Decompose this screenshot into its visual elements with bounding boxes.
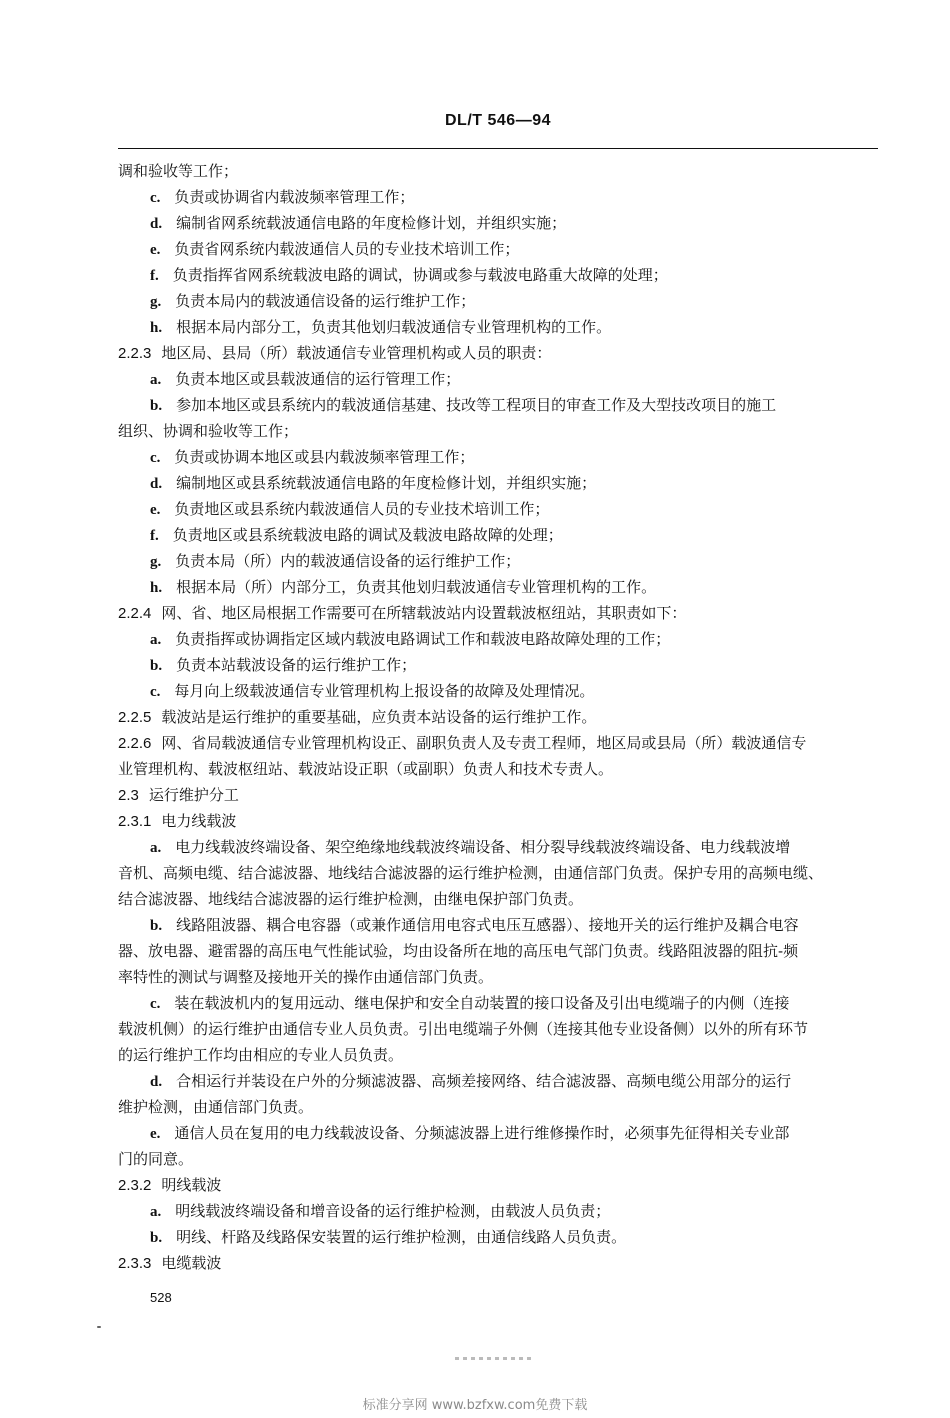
list-item <box>150 1068 880 1094</box>
text-line <box>118 964 880 990</box>
list-item <box>150 1120 880 1146</box>
list-item <box>150 184 880 210</box>
text-line <box>118 1146 880 1172</box>
section-heading <box>118 704 880 730</box>
item-label: h. <box>150 580 163 596</box>
item-label: f. <box>150 268 159 284</box>
item-label: d. <box>150 216 163 232</box>
item-text: 负责本地区或县载波通信的运行管理工作； <box>175 370 461 388</box>
item-label: b. <box>150 658 163 674</box>
item-text: 每月向上级载波通信专业管理机构上报设备的故障及处理情况。 <box>174 682 595 700</box>
section-heading <box>118 730 880 756</box>
section-heading <box>118 600 880 626</box>
list-item <box>150 314 880 340</box>
list-item <box>150 262 880 288</box>
list-item <box>150 1198 880 1224</box>
header-rule <box>118 148 878 149</box>
item-text: 负责或协调省内载波频率管理工作； <box>174 188 415 206</box>
item-label: a. <box>150 632 162 648</box>
item-label: d. <box>150 476 163 492</box>
list-item <box>150 496 880 522</box>
list-item <box>150 366 880 392</box>
section-number: 2.2.6 <box>118 735 152 752</box>
line-text: 维护检测，由通信部门负责。 <box>118 1098 314 1116</box>
item-label: d. <box>150 1074 163 1090</box>
line-text: 结合滤波器、地线结合滤波器的运行维护检测，由继电保护部门负责。 <box>118 890 584 908</box>
scan-speck <box>97 1326 101 1328</box>
item-label: c. <box>150 996 161 1012</box>
list-item <box>150 1224 880 1250</box>
item-label: b. <box>150 918 163 934</box>
line-text: 器、放电器、避雷器的高压电气性能试验，均由设备所在地的高压电气部门负责。线路阻波器的阻抗-频 <box>118 942 799 960</box>
item-text: 负责指挥省网系统载波电路的调试，协调或参与载波电路重大故障的处理； <box>172 266 668 284</box>
line-text: 调和验收等工作； <box>118 162 239 180</box>
item-text: 负责省网系统内载波通信人员的专业技术培训工作； <box>174 240 520 258</box>
list-item <box>150 392 880 418</box>
list-item <box>150 990 880 1016</box>
section-text: 运行维护分工 <box>148 786 239 804</box>
section-number: 2.3 <box>118 787 139 804</box>
list-item <box>150 236 880 262</box>
text-line <box>118 1094 880 1120</box>
item-label: c. <box>150 684 161 700</box>
section-heading <box>118 808 880 834</box>
item-text: 编制省网系统载波通信电路的年度检修计划，并组织实施； <box>176 214 567 232</box>
item-label: f. <box>150 528 159 544</box>
item-label: c. <box>150 190 161 206</box>
list-item <box>150 834 880 860</box>
list-item <box>150 912 880 938</box>
page-number: 528 <box>150 1290 172 1305</box>
text-line <box>118 418 880 444</box>
standard-code-header: DL/T 546—94 <box>445 112 551 129</box>
section-heading <box>118 340 880 366</box>
item-text: 负责本站载波设备的运行维护工作； <box>176 656 417 674</box>
text-line <box>118 1042 880 1068</box>
section-heading <box>118 1250 880 1276</box>
item-text: 负责本局（所）内的载波通信设备的运行维护工作； <box>175 552 521 570</box>
section-number: 2.2.3 <box>118 345 152 362</box>
text-line <box>118 756 880 782</box>
list-item <box>150 548 880 574</box>
item-text: 明线、杆路及线路保安装置的运行维护检测，由通信线路人员负责。 <box>176 1228 627 1246</box>
section-text: 网、省、地区局根据工作需要可在所辖载波站内设置载波枢纽站，其职责如下： <box>161 604 687 622</box>
item-text: 电力线载波终端设备、架空绝缘地线载波终端设备、相分裂导线载波终端设备、电力线载波增 <box>175 838 791 856</box>
section-number: 2.2.4 <box>118 605 152 622</box>
list-item <box>150 470 880 496</box>
section-text: 电缆载波 <box>161 1254 222 1272</box>
item-text: 负责本局内的载波通信设备的运行维护工作； <box>175 292 476 310</box>
item-text: 负责指挥或协调指定区域内载波电路调试工作和载波电路故障处理的工作； <box>175 630 671 648</box>
list-item <box>150 626 880 652</box>
section-text: 电力线载波 <box>161 812 237 830</box>
item-label: b. <box>150 398 163 414</box>
section-text: 载波站是运行维护的重要基础，应负责本站设备的运行维护工作。 <box>161 708 597 726</box>
item-text: 明线载波终端设备和增音设备的运行维护检测，由载波人员负责； <box>175 1202 611 1220</box>
section-text: 明线载波 <box>161 1176 222 1194</box>
item-text: 负责或协调本地区或县内载波频率管理工作； <box>174 448 475 466</box>
item-label: g. <box>150 294 162 310</box>
item-text: 负责地区或县系统内载波通信人员的专业技术培训工作； <box>174 500 550 518</box>
section-text: 网、省局载波通信专业管理机构设正、副职负责人及专责工程师，地区局或县局（所）载波通信专 <box>161 734 807 752</box>
item-label: e. <box>150 502 161 518</box>
section-heading <box>118 1172 880 1198</box>
item-label: e. <box>150 1126 161 1142</box>
item-text: 装在载波机内的复用远动、继电保护和安全自动装置的接口设备及引出电缆端子的内侧（连接 <box>174 994 790 1012</box>
item-label: a. <box>150 840 162 856</box>
item-text: 线路阻波器、耦合电容器（或兼作通信用电容式电压互感器）、接地开关的运行维护及耦合电容 <box>176 916 799 934</box>
section-number: 2.3.2 <box>118 1177 152 1194</box>
line-text: 门的同意。 <box>118 1150 194 1168</box>
list-item <box>150 652 880 678</box>
item-label: b. <box>150 1230 163 1246</box>
item-label: a. <box>150 372 162 388</box>
text-line <box>118 158 880 184</box>
line-text: 率特性的测试与调整及接地开关的操作由通信部门负责。 <box>118 968 494 986</box>
text-line <box>118 860 880 886</box>
item-text: 编制地区或县系统载波通信电路的年度检修计划，并组织实施； <box>176 474 597 492</box>
line-text: 的运行维护工作均由相应的专业人员负责。 <box>118 1046 404 1064</box>
line-text: 组织、协调和验收等工作； <box>118 422 299 440</box>
line-text: 载波机侧）的运行维护由通信专业人员负责。引出电缆端子外侧（连接其他专业设备侧）以外的所有环节 <box>118 1020 809 1038</box>
item-text: 参加本地区或县系统内的载波通信基建、技改等工程项目的审查工作及大型技改项目的施工 <box>176 396 777 414</box>
list-item <box>150 678 880 704</box>
line-text: 音机、高频电缆、结合滤波器、地线结合滤波器的运行维护检测，由通信部门负责。保护专用的高频电缆、 <box>118 864 824 882</box>
item-label: c. <box>150 450 161 466</box>
line-text: 业管理机构、载波枢纽站、载波站设正职（或副职）负责人和技术专责人。 <box>118 760 614 778</box>
item-label: e. <box>150 242 161 258</box>
section-number: 2.2.5 <box>118 709 152 726</box>
text-line <box>118 886 880 912</box>
text-line <box>118 1016 880 1042</box>
item-text: 根据本局（所）内部分工，负责其他划归载波通信专业管理机构的工作。 <box>176 578 657 596</box>
section-heading <box>118 782 880 808</box>
section-number: 2.3.1 <box>118 813 152 830</box>
scan-smudge <box>455 1357 535 1360</box>
item-label: h. <box>150 320 163 336</box>
text-line <box>118 938 880 964</box>
item-text: 负责地区或县系统载波电路的调试及载波电路故障的处理； <box>172 526 563 544</box>
section-number: 2.3.3 <box>118 1255 152 1272</box>
item-text: 合相运行并装设在户外的分频滤波器、高频差接网络、结合滤波器、高频电缆公用部分的运行 <box>176 1072 792 1090</box>
item-label: g. <box>150 554 162 570</box>
watermark-footer: 标准分享网 www.bzfxw.com免费下载 <box>362 1398 588 1413</box>
item-text: 根据本局内部分工，负责其他划归载波通信专业管理机构的工作。 <box>176 318 612 336</box>
list-item <box>150 574 880 600</box>
list-item <box>150 444 880 470</box>
list-item <box>150 288 880 314</box>
list-item <box>150 522 880 548</box>
list-item <box>150 210 880 236</box>
section-text: 地区局、县局（所）载波通信专业管理机构或人员的职责： <box>161 344 552 362</box>
item-label: a. <box>150 1204 162 1220</box>
item-text: 通信人员在复用的电力线载波设备、分频滤波器上进行维修操作时，必须事先征得相关专业部 <box>174 1124 790 1142</box>
